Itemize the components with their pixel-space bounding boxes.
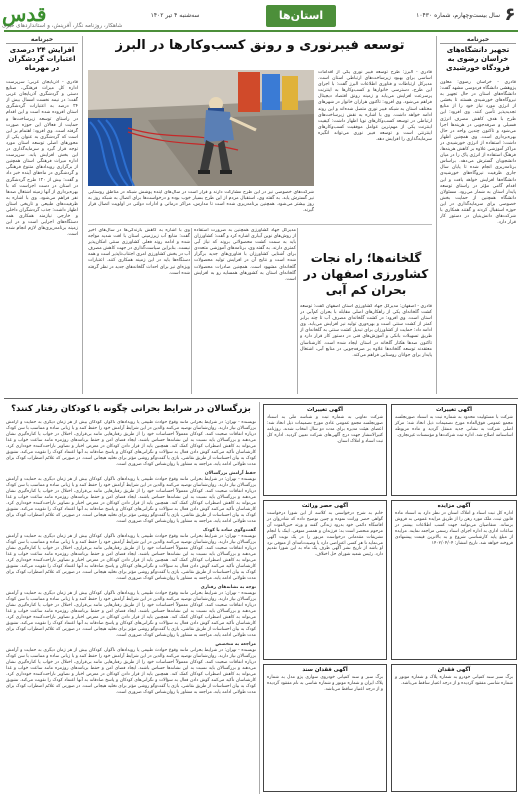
right-sidebar-title: تجهیز دانشگاه‌های خراسان رضوی به فرودگاه خورشیدی [446,46,510,72]
issue-line: سال بیست‌وچهارم، شماره ۱۰۴۳۰ [416,12,500,19]
notice-box-3 [263,500,387,660]
notice-box-6 [391,664,517,792]
bottom-story-body [6,420,256,790]
notice-box-2 [391,404,517,496]
greenhouse-body-col3: وی با اشاره به کاهش بارندگی‌ها در سال‌های اخیر گفت: منابع آب زیرزمینی استان با افت شدید مواجه شده و ادامه روند فعلی کشاورزی سنتی امکان‌پذیر نیست. بنابراین سیاست‌گذاری در جهت کاهش مصرف آب در بخش کشاورزی امری اجتناب‌ناپذیر است و همه دستگاه‌ها باید در این زمینه همکاری کنند. اعتبارات ویژه‌ای نیز برای احداث گلخانه‌های جدید در نظر گرفته شده است. [88,228,190,276]
bottom-story-paragraph-repeat-1: نویسنده - تهران: در شرایط بحرانی مانند وقوع حوادث طبیعی یا رویدادهای ناگوار، کودکان بیش از هر زمان دیگری به حمایت و آرامش بزرگسالان نیاز دارند. روان‌شناسان توصیه می‌کنند والدین در این شرایط آرامش خود را حفظ کنند و با زبانی ساده و متناسب با سن کودک درباره اتفاقات صحبت کنند. کودکان معمولاً احساسات خود را از طریق رفتارهایی مانند بی‌قراری، اختلال در خواب یا کناره‌گیری نشان می‌دهند و بزرگسالان باید نسبت به این نشانه‌ها حساس باشند. ایجاد فضای امن و حفظ برنامه‌های روزمره مانند ساعت خواب و غذا می‌تواند به کاهش اضطراب کودکان کمک کند. همچنین باید از قرار دادن کودکان در معرض اخبار و تصاویر ناراحت‌کننده خودداری کرد. کارشناسان تأکید می‌کنند گوش دادن فعال به سؤالات و نگرانی‌های کودکان و پاسخ صادقانه به آنها اعتماد کودک را تقویت می‌کند. تشویق کودک به بیان احساسات از طریق نقاشی، بازی یا گفت‌وگو روشی مؤثر برای تخلیه هیجانی است. در صورتی که علائم اضطراب کودک برای مدت طولانی ادامه یابد، مراجعه به مشاور یا روان‌شناس کودک ضروری است. [6,477,256,524]
mid-page-rule [4,398,518,399]
notice-4-body: اداره کل ثبت اسناد و املاک استان در نظر دارد به استناد ماده قانون ثبت، ملک مورد رهن را از طریق مزایده عمومی به فروش برساند. متقاضیان می‌توانند جهت کسب اطلاعات بیشتر در ساعات اداری به اداره اجرای اسناد رسمی مراجعه نمایند. مزایده از مبلغ پایه کارشناسی شروع و به بالاترین قیمت پیشنهادی فروخته خواهد شد. تاریخ انتشار: ۱۴۰۲/۰۴/۰۴ [395,511,513,546]
greenhouse-body: قادری - اصفهان: مدیرکل جهاد کشاورزی استان اصفهان گفت: توسعه کشت گلخانه‌ای یکی از راهکارهای اصلی مقابله با بحران کم‌آبی در استان است. وی افزود: در کشت گلخانه‌ای مصرف آب تا چند برابر کمتر از کشت سنتی است و بهره‌وری تولید نیز افزایش می‌یابد. وی ادامه داد: حمایت از کشاورزان برای تبدیل کشت سنتی به گلخانه‌ای از طریق تسهیلات بانکی و آموزش‌های فنی در دستور کار قرار دارد و تاکنون صدها هکتار گلخانه در استان ایجاد شده است. کارشناسان معتقدند توسعه گلخانه‌ها علاوه بر صرفه‌جویی در منابع آبی، اشتغال پایدار برای جوانان روستایی فراهم می‌کند. [300,304,432,358]
logo-subtitle: شاهکار، روزنامه نگار، آفرینش، و استانداردهای خبری [2,23,123,29]
left-sidebar-title: افزایش ۲۴ درصدی اعتبارات گردشگران در مهرماه [8,46,76,72]
bottom-subhead-1: حفظ آرامش بزرگسالان [204,471,256,476]
notice-3-body: خانم به شرح درخواستی به کلاسه از این شورا درخواست گواهی حصر وراثت نموده و چنین توضیح داده که شادروان در اقامتگاه دائمی خود بدرود زندگی گفته و ورثه حین‌الفوت آن مرحوم منحصر است به: فرزندان و همسر متوفی. اینک با انجام تشریفات مقدماتی درخواست مزبور را در یک نوبت آگهی می‌نماید تا هر کسی اعتراضی دارد یا وصیت‌نامه‌ای از متوفی نزد او باشد از تاریخ نشر آگهی ظرف یک ماه به این شورا تقدیم دارد. رئیس شعبه شورای حل اختلاف. [267,511,383,558]
masthead [0,0,522,34]
page-number: ۶ [504,4,516,25]
section-tab: استان‌ها [266,5,336,27]
left-sidebar-label: خبرنامه [6,36,78,44]
notice-box-4 [391,500,517,660]
notice-box-5 [263,664,387,792]
notice-6-body: برگ سبز سند کمپانی خودرو به شماره پلاک و شماره موتور و شماره شاسی مفقود گردیده و از درجه اعتبار ساقط می‌باشد. [395,675,513,686]
bottom-story-paragraph-repeat-4: نویسنده - تهران: در شرایط بحرانی مانند وقوع حوادث طبیعی یا رویدادهای ناگوار، کودکان بیش از هر زمان دیگری به حمایت و آرامش بزرگسالان نیاز دارند. روان‌شناسان توصیه می‌کنند والدین در این شرایط آرامش خود را حفظ کنند و با زبانی ساده و متناسب با سن کودک درباره اتفاقات صحبت کنند. کودکان معمولاً احساسات خود را از طریق رفتارهایی مانند بی‌قراری، اختلال در خواب یا کناره‌گیری نشان می‌دهند و بزرگسالان باید نسبت به این نشانه‌ها حساس باشند. ایجاد فضای امن و حفظ برنامه‌های روزمره مانند ساعت خواب و غذا می‌تواند به کاهش اضطراب کودکان کمک کند. همچنین باید از قرار دادن کودکان در معرض اخبار و تصاویر ناراحت‌کننده خودداری کرد. کارشناسان تأکید می‌کنند گوش دادن فعال به سؤالات و نگرانی‌های کودکان و پاسخ صادقانه به آنها اعتماد کودک را تقویت می‌کند. تشویق کودک به بیان احساسات از طریق نقاشی، بازی یا گفت‌وگو روشی مؤثر برای تخلیه هیجانی است. در صورتی که علائم اضطراب کودک برای مدت طولانی ادامه یابد، مراجعه به مشاور یا روان‌شناس کودک ضروری است. [6,648,256,695]
notice-2-title: آگهی تغییرات [436,407,472,413]
notice-3-title: آگهی حصر وراثت [301,503,349,509]
photo-illustration [88,70,314,186]
notice-6-title: آگهی فقدان [437,667,471,673]
notice-1-title: آگهی تغییرات [307,407,343,413]
lead-headline: توسعه فیبرنوری و رونق کسب‌وکارها در البرز [115,38,405,53]
greenhouse-divider-b [191,228,192,394]
notice-box-1 [263,404,387,496]
bottom-story-headline: بزرگسالان در شرایط بحرانی چگونه با کودکان رفتار کنند؟ [11,404,251,414]
bottom-subhead-3: توجه به نشانه‌های رفتاری [200,585,256,590]
notice-5-body: برگ سبز و سند کمپانی خودروی سواری پژو مدل به شماره پلاک ایران و شماره موتور و شماره شاسی به نام مفقود گردیده و از درجه اعتبار ساقط می‌باشد. [267,675,383,692]
lead-body-left: شرکت‌های خصوصی نیز در این طرح مشارکت دارند و قرار است در سال‌های آینده پوشش شبکه در مناطق روستایی نیز گسترش یابد. به گفته وی، استقبال مردم از این طرح بسیار خوب بوده و درخواست‌ها برای اتصال به شبکه روز به روز بیشتر می‌شود. همچنین برنامه‌ریزی شده است تا مدارس، مراکز درمانی و ادارات دولتی در اولویت اتصال قرار گیرند. [88,190,314,214]
notice-1-body: شرکت تعاونی به شماره ثبت و شناسه ملی به استناد صورتجلسه مجمع عمومی عادی مورخ تصمیمات ذیل اتخاذ شد: اعضای هیئت مدیره برای مدت دو سال انتخاب شدند. روزنامه کثیرالانتشار جهت درج آگهی‌های شرکت تعیین گردید. اداره کل ثبت اسناد و املاک استان. [267,415,383,444]
bottom-subhead-2: گفت‌وگوی ساده با کودک [202,528,256,533]
left-sidebar-divider [82,36,83,394]
lead-body-right: قادری - البرز: طرح توسعه فیبر نوری یکی از اقدامات اساسی برای بهبود زیرساخت‌های ارتباطی استان است. مدیرکل ارتباطات و فناوری اطلاعات البرز گفت: با اجرای این طرح، دسترسی خانوارها و کسب‌وکارها به اینترنت پرسرعت افزایش می‌یابد و زمینه رونق اقتصاد دیجیتال فراهم می‌شود. وی افزود: تاکنون هزاران خانوار در شهرهای مختلف استان به شبکه فیبر نوری متصل شده‌اند و این روند ادامه خواهد داشت. وی با اشاره به نقش زیرساخت‌های ارتباطی در توسعه کسب‌وکارهای نوپا اظهار داشت: کیفیت اینترنت یکی از مهم‌ترین عوامل موفقیت کسب‌وکارهای اینترنتی است و توسعه فیبر نوری می‌تواند انگیزه سرمایه‌گذاری را افزایش دهد. [318,70,432,143]
left-sidebar-body: قادری - آذربایجان غربی: سرپرست اداره کل میراث فرهنگی، صنایع دستی و گردشگری آذربایجان غربی گفت: در نیمه نخست امسال بیش از ۲۴ درصد به اعتبارات گردشگری استان افزوده شده است و این اقدام در راستای توسعه زیرساخت‌ها و حمایت از فعالان این حوزه صورت گرفته است. وی افزود: اهتمام بر این است که گردشگری به عنوان یکی از محورهای اصلی توسعه استان مورد توجه قرار گیرد و سرمایه‌گذاری در این بخش افزایش یابد. سرپرست اداره میراث فرهنگی استان همچنین از برگزاری رویدادهای متنوع فرهنگی و گردشگری در ماه‌های آینده خبر داد و گفت: بیش از ۱۲۰ طرح گردشگری در استان در دست اجراست که با بهره‌برداری از آنها زمینه اشتغال صدها نفر فراهم می‌شود. وی با اشاره به ظرفیت‌های طبیعی و تاریخی استان اظهار داشت: جذب گردشگران داخلی و خارجی نیازمند همکاری همه دستگاه‌های اجرایی است و در این زمینه برنامه‌ریزی‌های لازم انجام شده است. [6,80,78,238]
notice-5-title: آگهی فقدان سند [302,667,348,673]
right-sidebar-divider [436,36,437,394]
bottom-story-paragraph: نویسنده - تهران: در شرایط بحرانی مانند وقوع حوادث طبیعی یا رویدادهای ناگوار، کودکان بیش از هر زمان دیگری به حمایت و آرامش بزرگسالان نیاز دارند. روان‌شناسان توصیه می‌کنند والدین در این شرایط آرامش خود را حفظ کنند و با زبانی ساده و متناسب با سن کودک درباره اتفاقات صحبت کنند. کودکان معمولاً احساسات خود را از طریق رفتارهایی مانند بی‌قراری، اختلال در خواب یا کناره‌گیری نشان می‌دهند و بزرگسالان باید نسبت به این نشانه‌ها حساس باشند. ایجاد فضای امن و حفظ برنامه‌های روزمره مانند ساعت خواب و غذا می‌تواند به کاهش اضطراب کودکان کمک کند. همچنین باید از قرار دادن کودکان در معرض اخبار و تصاویر ناراحت‌کننده خودداری کرد. کارشناسان تأکید می‌کنند گوش دادن فعال به سؤالات و نگرانی‌های کودکان و پاسخ صادقانه به آنها اعتماد کودک را تقویت می‌کند. تشویق کودک به بیان احساسات از طریق نقاشی، بازی یا گفت‌وگو روشی مؤثر برای تخلیه هیجانی است. در صورتی که علائم اضطراب کودک برای مدت طولانی ادامه یابد، مراجعه به مشاور یا روان‌شناس کودک ضروری است. [6,420,256,467]
right-sidebar-label: خبرنامه [440,36,516,44]
bottom-divider [259,402,260,794]
date-line: سه‌شنبه ۴ تیر ۱۴۰۲ [150,12,200,19]
greenhouse-divider-a [297,228,298,394]
right-sidebar-body: قادری - خراسان رضوی: معاون پژوهشی دانشگاه فردوسی مشهد گفت: دانشگاه‌های استان در حال تجهیز به نیروگاه‌های خورشیدی هستند تا بخشی از انرژی مورد نیاز خود را از منابع تجدیدپذیر تأمین کنند. وی افزود: این طرح با هدف کاهش مصرف انرژی فسیلی و صرفه‌جویی در هزینه‌ها اجرا می‌شود و تاکنون چندین واحد در حال بهره‌برداری است. وی همچنین اظهار داشت: استفاده از انرژی خورشیدی در مراکز آموزشی علاوه بر کاهش هزینه‌ها، فرهنگ استفاده از انرژی پاک را در میان دانشجویان گسترش می‌دهد. براساس برنامه‌ریزی انجام شده تا پایان سال جاری ظرفیت نیروگاه‌های خورشیدی دانشگاه‌ها افزایش خواهد یافت و این اقدام گامی مؤثر در راستای توسعه پایدار استان به شمار می‌رود. مسئولان دانشگاه همچنین از حمایت بخش خصوصی برای سرمایه‌گذاری در این حوزه استقبال کردند و گفتند همکاری با شرکت‌های دانش‌بنیان در دستور کار قرار دارد. [440,80,516,226]
bottom-story-paragraph-repeat-3: نویسنده - تهران: در شرایط بحرانی مانند وقوع حوادث طبیعی یا رویدادهای ناگوار، کودکان بیش از هر زمان دیگری به حمایت و آرامش بزرگسالان نیاز دارند. روان‌شناسان توصیه می‌کنند والدین در این شرایط آرامش خود را حفظ کنند و با زبانی ساده و متناسب با سن کودک درباره اتفاقات صحبت کنند. کودکان معمولاً احساسات خود را از طریق رفتارهایی مانند بی‌قراری، اختلال در خواب یا کناره‌گیری نشان می‌دهند و بزرگسالان باید نسبت به این نشانه‌ها حساس باشند. ایجاد فضای امن و حفظ برنامه‌های روزمره مانند ساعت خواب و غذا می‌تواند به کاهش اضطراب کودکان کمک کند. همچنین باید از قرار دادن کودکان در معرض اخبار و تصاویر ناراحت‌کننده خودداری کرد. کارشناسان تأکید می‌کنند گوش دادن فعال به سؤالات و نگرانی‌های کودکان و پاسخ صادقانه به آنها اعتماد کودک را تقویت می‌کند. تشویق کودک به بیان احساسات از طریق نقاشی، بازی یا گفت‌وگو روشی مؤثر برای تخلیه هیجانی است. در صورتی که علائم اضطراب کودک برای مدت طولانی ادامه یابد، مراجعه به مشاور یا روان‌شناس کودک ضروری است. [6,591,256,638]
notice-4-title: آگهی مزایده [437,503,471,509]
notice-2-body: شرکت با مسئولیت محدود به شماره ثبت به استناد صورتجلسه مجمع عمومی فوق‌العاده مورخ تصمیمات ذیل اتخاذ شد: مرکز اصلی شرکت به نشانی جدید منتقل گردید و ماده مربوطه اساسنامه اصلاح شد. اداره ثبت شرکت‌ها و مؤسسات غیرتجاری. [395,415,513,438]
newspaper-logo: قدس [2,2,47,26]
greenhouse-body-col2: مدیرکل جهاد کشاورزی همچنین به ضرورت استفاده از روش‌های نوین آبیاری اشاره کرد و گفت: کشاورزان باید به سمت کشت محصولاتی بروند که نیاز آبی کمتری دارند. به گفته وی، برنامه‌های آموزشی متعددی برای آشنایی کشاورزان با فناوری‌های جدید برگزار شده است و نتایج آن در افزایش تولید محصولات گلخانه‌ای مشهود است. همچنین صادرات محصولات گلخانه‌ای استان به کشورهای همسایه رو به افزایش است. [194,228,296,282]
bottom-story-paragraph-repeat-2: نویسنده - تهران: در شرایط بحرانی مانند وقوع حوادث طبیعی یا رویدادهای ناگوار، کودکان بیش از هر زمان دیگری به حمایت و آرامش بزرگسالان نیاز دارند. روان‌شناسان توصیه می‌کنند والدین در این شرایط آرامش خود را حفظ کنند و با زبانی ساده و متناسب با سن کودک درباره اتفاقات صحبت کنند. کودکان معمولاً احساسات خود را از طریق رفتارهایی مانند بی‌قراری، اختلال در خواب یا کناره‌گیری نشان می‌دهند و بزرگسالان باید نسبت به این نشانه‌ها حساس باشند. ایجاد فضای امن و حفظ برنامه‌های روزمره مانند ساعت خواب و غذا می‌تواند به کاهش اضطراب کودکان کمک کند. همچنین باید از قرار دادن کودکان در معرض اخبار و تصاویر ناراحت‌کننده خودداری کرد. کارشناسان تأکید می‌کنند گوش دادن فعال به سؤالات و نگرانی‌های کودکان و پاسخ صادقانه به آنها اعتماد کودک را تقویت می‌کند. تشویق کودک به بیان احساسات از طریق نقاشی، بازی یا گفت‌وگو روشی مؤثر برای تخلیه هیجانی است. در صورتی که علائم اضطراب کودک برای مدت طولانی ادامه یابد، مراجعه به مشاور یا روان‌شناس کودک ضروری است. [6,534,256,581]
masthead-rule [4,30,518,32]
bottom-subhead-4: مراجعه به متخصص [215,642,256,647]
fiber-optic-worker-photo [88,70,314,186]
lead-story-rule [88,224,432,225]
greenhouse-headline: گلخانه‌ها؛ راه نجات کشاورزی اصفهان در بحران کم آبی [303,251,429,297]
